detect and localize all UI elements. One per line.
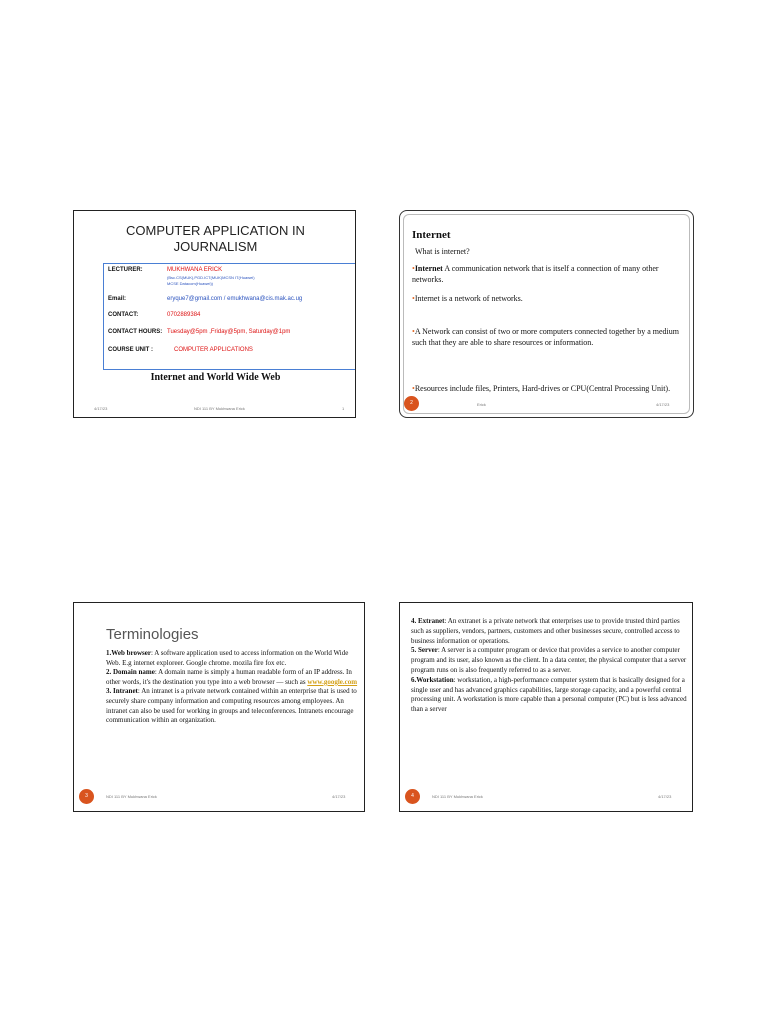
slide-number-badge: 4 xyxy=(405,789,420,804)
lecturer-quals-2: MCSE Datacom(Huawei)) xyxy=(167,281,214,286)
footer-date: 4/17/23 xyxy=(658,794,672,799)
term-text: : An extranet is a private network that enterprises use to provide trusted third parties such as suppliers, vendors, partners, customers and other businesses secure, controlled access to business information or operations. xyxy=(411,617,680,645)
term-label: 4. Extranet xyxy=(411,617,445,625)
lecturer-info-box xyxy=(103,263,356,370)
term-text: : An intranet is a private network contained within an enterprise that is used to securely share company information and computing resources among employees. An intranet can also be used for working in groups and teleconferences. Intranets encourage communication within an organization. xyxy=(106,687,357,725)
footer-date: 4/17/23 xyxy=(94,406,108,411)
term-domain-name xyxy=(106,668,358,687)
term-label: 5. Server xyxy=(411,646,438,655)
slide-number-badge: 2 xyxy=(404,396,419,411)
slide-2 xyxy=(399,210,694,418)
paragraph-3 xyxy=(412,326,687,348)
lecturer-quals-1: (Bsc.CS(MUK),PGD.ICT(MUK)MCSN IT(Huawei) xyxy=(167,275,255,280)
footer-author: NDI 111 BY Mukhwana Erick xyxy=(432,794,483,799)
slide-title xyxy=(74,223,356,255)
paragraph-1 xyxy=(412,263,687,285)
paragraph-4-text: Resources include files, Printers, Hard-drives or CPU(Central Processing Unit). xyxy=(414,384,671,393)
bullet-icon: • xyxy=(412,384,415,393)
lecturer-name: MUKHWANA ERICK xyxy=(167,267,223,273)
term-label: 2. Domain name xyxy=(106,668,155,677)
title-line-1: COMPUTER APPLICATION IN xyxy=(126,223,305,238)
slide-number-badge: 3 xyxy=(79,789,94,804)
paragraph-3-text: A Network can consist of two or more computers connected together by a medium such that they are able to share resources or information. xyxy=(412,327,679,347)
slide-3 xyxy=(73,602,365,812)
bullet-icon: • xyxy=(412,264,415,273)
slide-4 xyxy=(399,602,693,812)
term-internet: Internet xyxy=(414,264,443,273)
question: What is internet? xyxy=(415,247,470,256)
term-text: : A software application used to access information on the World Wide Web. E.g internet exploreer. Google chrome. mozila fire fox etc. xyxy=(106,649,349,667)
term-text: : A server is a computer program or device that provides a service to another computer program and its user, also known as the client. In a data center, the physical computer that a server program runs on is also frequently referred to as a server. xyxy=(411,646,687,674)
term-workstation xyxy=(411,676,690,715)
paragraph-2-text: Internet is a network of networks. xyxy=(414,294,523,303)
course-label: COURSE UNIT : xyxy=(108,347,153,353)
definition-internet: A communication network that is itself a connection of many other networks. xyxy=(412,264,659,284)
slide-body xyxy=(411,617,690,715)
term-web-browser xyxy=(106,649,358,668)
bullet-icon: • xyxy=(412,294,415,303)
term-text: : A domain name is simply a human readable form of an IP address. In other words, it's the destination you type into a web browser — such as xyxy=(106,668,352,686)
email-label: Email: xyxy=(108,296,127,302)
slide-title: Terminologies xyxy=(106,626,199,643)
term-label: 3. Intranet xyxy=(106,687,138,696)
slide-body xyxy=(106,649,358,726)
contact-label: CONTACT: xyxy=(108,312,139,318)
footer-page: 1 xyxy=(342,406,345,411)
term-extranet xyxy=(411,617,690,646)
contact-value: 0702889384 xyxy=(167,312,201,318)
footer-author: Erick xyxy=(477,402,486,407)
term-server xyxy=(411,646,690,675)
term-intranet xyxy=(106,687,358,725)
slide-1 xyxy=(73,210,356,418)
footer-date: 4/17/23 xyxy=(332,794,346,799)
paragraph-4 xyxy=(412,383,687,394)
bullet-icon: • xyxy=(412,327,415,336)
title-line-2: JOURNALISM xyxy=(173,239,258,254)
footer-author: NDI 111 BY Mukhwana Erick xyxy=(194,406,245,411)
hours-label: CONTACT HOURS: xyxy=(108,329,163,335)
email-value[interactable]: eryque7@gmail.com / emukhwana@cis.mak.ac.ug xyxy=(167,296,303,302)
paragraph-2 xyxy=(412,293,687,304)
slide-heading: Internet xyxy=(412,229,451,241)
course-value: COMPUTER APPLICATIONS xyxy=(174,347,253,353)
hours-value: Tuesday@5pm ,Friday@5pm, Saturday@1pm xyxy=(167,329,291,335)
footer-author: NDI 111 BY Mukhwana Erick xyxy=(106,794,157,799)
slide-subtitle: Internet and World Wide Web xyxy=(150,372,281,383)
term-label: 1.Web browser xyxy=(106,649,151,657)
term-text: : workstation, a high-performance computer system that is basically designed for a single user and has advanced graphics capabilities, large storage capacity, and a powerful central processing unit. A workstation is more capable than a personal computer (PC) but is less advanced than a server xyxy=(411,675,687,714)
google-link[interactable]: www.google.com xyxy=(307,677,358,686)
lecturer-label: LECTURER: xyxy=(108,267,143,273)
footer-date: 4/17/23 xyxy=(656,402,670,407)
term-label: 6.Workstation xyxy=(411,675,454,684)
